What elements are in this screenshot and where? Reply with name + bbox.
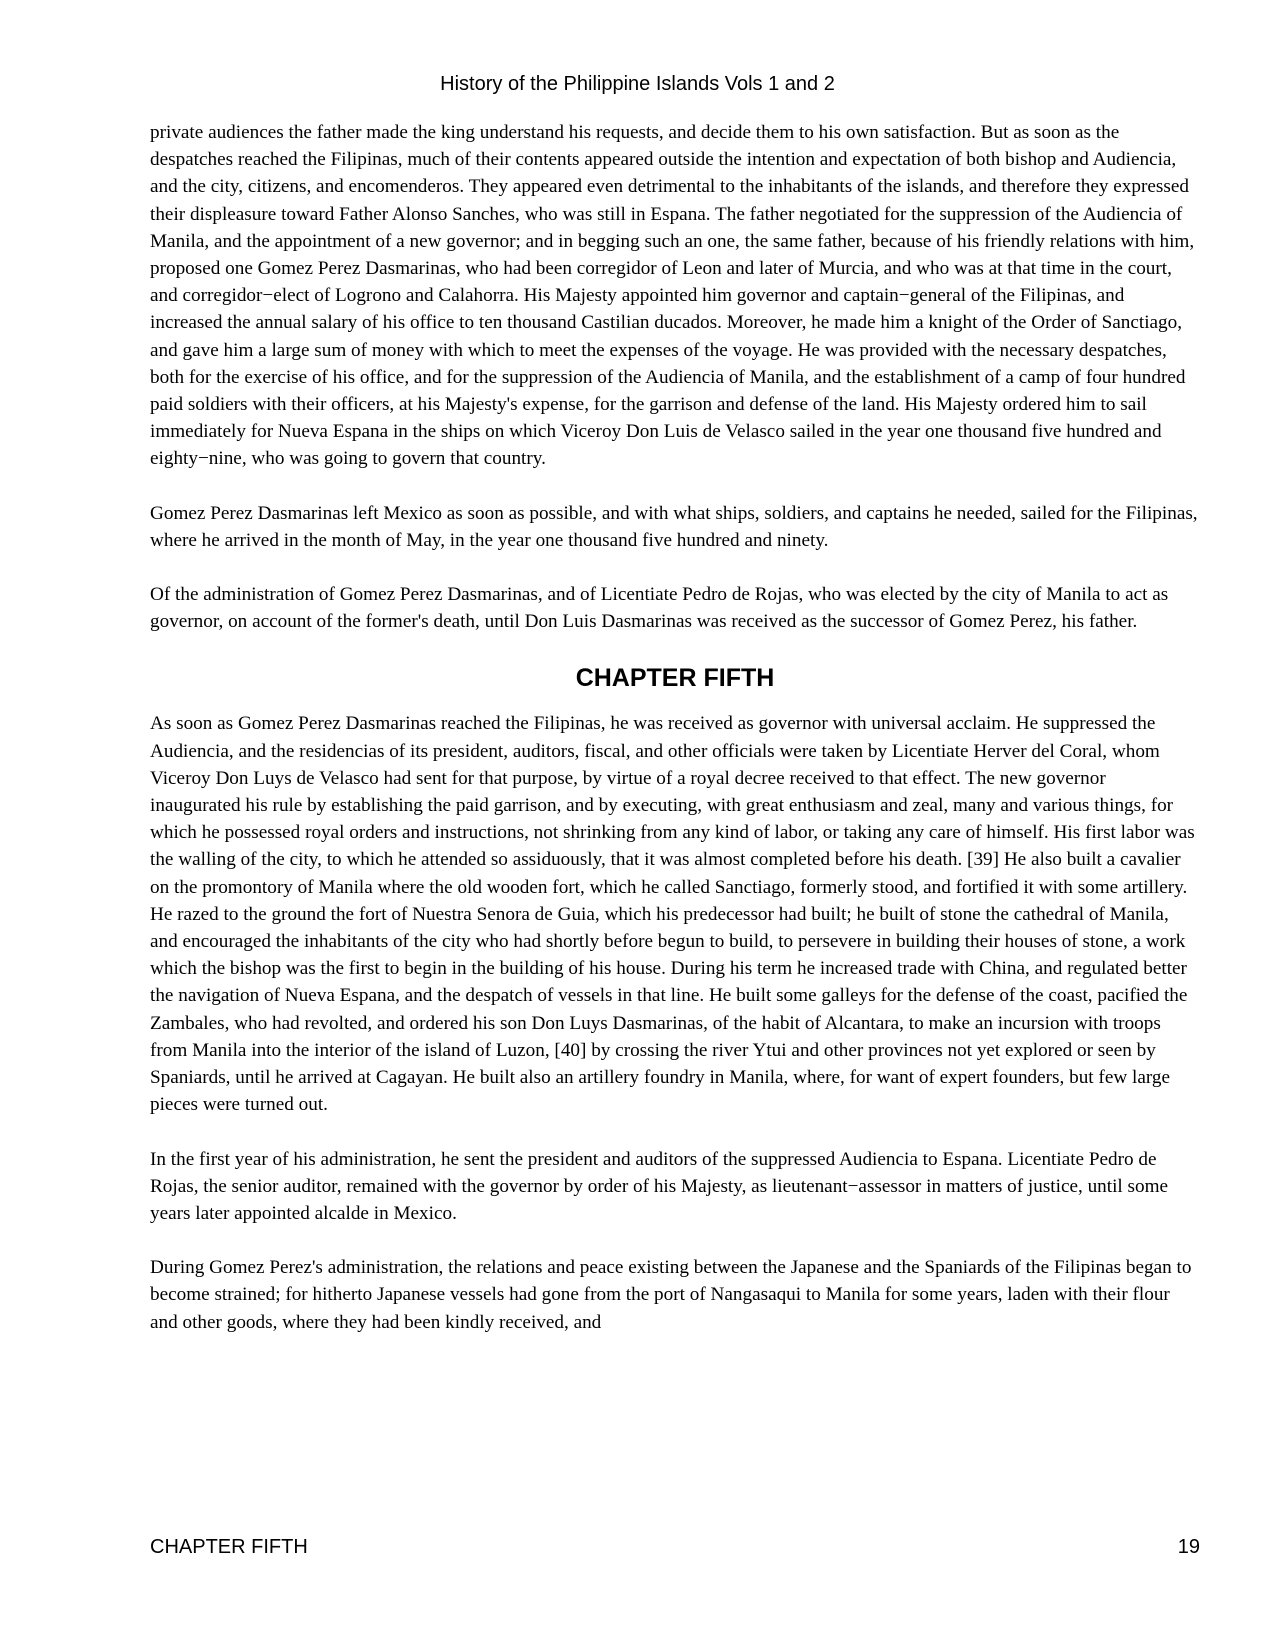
paragraph: During Gomez Perez's administration, the relations and peace existing between the Japanese and the Spaniards of the Filipinas began to become strained; for hitherto Japanese vessels had gone from the port of Nangasaqui to Manila for some years, laden with their flour and other goods, where they had been kindly received, and [150, 1257, 1192, 1333]
paragraph: As soon as Gomez Perez Dasmarinas reached the Filipinas, he was received as governor with universal acclaim. He suppressed the Audiencia, and the residencias of its president, auditors, fiscal, and other officials were taken by Licentiate Herver del Coral, whom Viceroy Don Luys de Velasco had sent for that purpose, by virtue of a royal decree received to that effect. The new governor inaugurated his rule by establishing the paid garrison, and by executing, with great enthusiasm and zeal, many and various things, for which he possessed royal orders and instructions, not shrinking from any kind of labor, or taking any care of himself. His first labor was the walling of the city, to which he attended so assiduously, that it was almost completed before his death. [39] He also built a cavalier on the promontory of Manila where the old wooden fort, which he called Sanctiago, formerly stood, and fortified it with some artillery. He razed to the ground the fort of Nuestra Senora de Guia, which his predecessor had built; he built of stone the cathedral of Manila, and encouraged the inhabitants of the city who had shortly before begun to build, to persevere in building their houses of stone, a work which the bishop was the first to begin in the building of his house. During his term he increased trade with China, and regulated better the navigation of Nueva Espana, and the despatch of vessels in that line. He built some galleys for the defense of the coast, pacified the Zambales, who had revolted, and ordered his son Don Luys Dasmarinas, of the habit of Alcantara, to make an incursion with troops from Manila into the interior of the island of Luzon, [40] by crossing the river Ytui and other provinces not yet explored or seen by Spaniards, until he arrived at Cagayan. He built also an artillery foundry in Manila, where, for want of expert founders, but few large pieces were turned out. [150, 713, 1195, 1116]
page-number: 19 [1177, 1536, 1200, 1558]
footer-section-title: CHAPTER FIFTH [150, 1536, 308, 1558]
paragraph: Of the administration of Gomez Perez Dasmarinas, and of Licentiate Pedro de Rojas, who was elected by the city of Manila to act as governor, on account of the former's death, until Don Luis Dasmarinas was received as the successor of Gomez Perez, his father. [150, 584, 1169, 633]
paragraph: Gomez Perez Dasmarinas left Mexico as soon as possible, and with what ships, soldiers, and captains he needed, sailed for the Filipinas, where he arrived in the month of May, in the year one thousand five hundred and ninety. [150, 502, 1198, 551]
paragraph: In the first year of his administration, he sent the president and auditors of the suppressed Audiencia to Espana. Licentiate Pedro de Rojas, the senior auditor, remained with the governor by order of his Majesty, as lieutenant−assessor in matters of justice, until some years later appointed alcalde in Mexico. [150, 1148, 1169, 1224]
chapter-heading: CHAPTER FIFTH [575, 664, 775, 693]
page-content [150, 119, 1200, 1363]
running-header: History of the Philippine Islands Vols 1 and 2 [440, 73, 835, 95]
paragraph: private audiences the father made the king understand his requests, and decide them to his own satisfaction. But as soon as the despatches reached the Filipinas, much of their contents appeared outside the intention and expectation of both bishop and Audiencia, and the city, citizens, and encomenderos. They appeared even detrimental to the inhabitants of the islands, and therefore they expressed their displeasure toward Father Alonso Sanches, who was still in Espana. The father negotiated for the suppression of the Audiencia of Manila, and the appointment of a new governor; and in begging such an one, the same father, because of his friendly relations with him, proposed one Gomez Perez Dasmarinas, who had been corregidor of Leon and later of Murcia, and who was at that time in the court, and corregidor−elect of Logrono and Calahorra. His Majesty appointed him governor and captain−general of the Filipinas, and increased the annual salary of his office to ten thousand Castilian ducados. Moreover, he made him a knight of the Order of Sanctiago, and gave him a large sum of money with which to meet the expenses of the voyage. He was provided with the necessary despatches, both for the exercise of his office, and for the suppression of the Audiencia of Manila, and the establishment of a camp of four hundred paid soldiers with their officers, at his Majesty's expense, for the garrison and defense of the land. His Majesty ordered him to sail immediately for Nueva Espana in the ships on which Viceroy Don Luis de Velasco sailed in the year one thousand five hundred and eighty−nine, who was going to govern that country. [150, 122, 1195, 470]
